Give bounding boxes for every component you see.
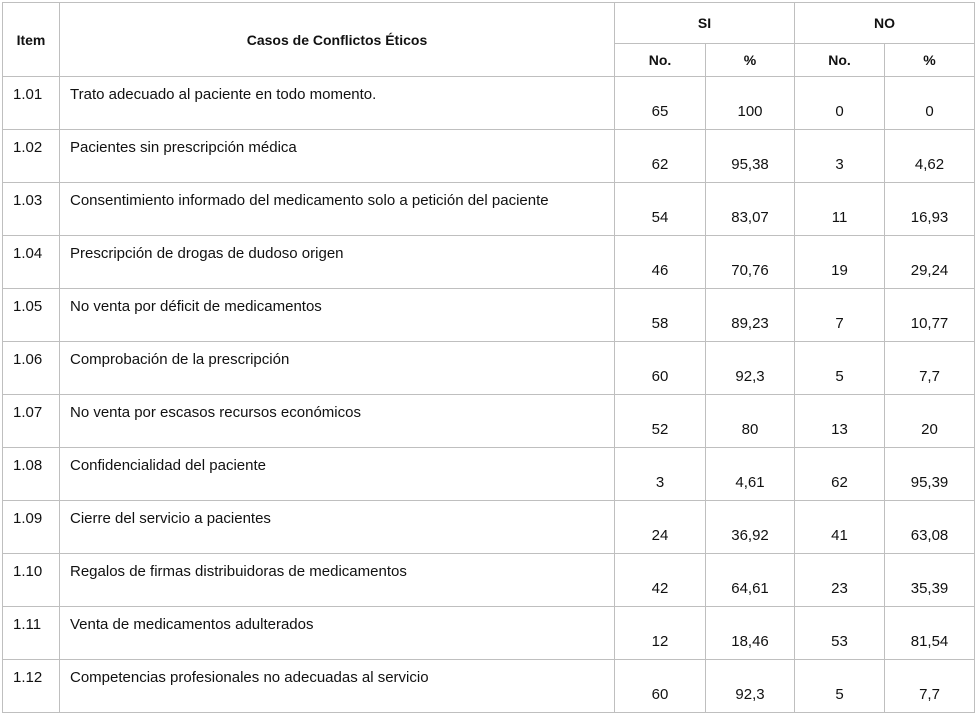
item-cell: 1.08	[3, 448, 60, 501]
caso-cell: Pacientes sin prescripción médica	[60, 130, 615, 183]
header-casos: Casos de Conflictos Éticos	[60, 3, 615, 77]
caso-cell: No venta por escasos recursos económicos	[60, 395, 615, 448]
item-cell: 1.02	[3, 130, 60, 183]
si-percent-cell: 80	[706, 395, 795, 448]
table-row	[3, 448, 975, 501]
no-count-cell: 41	[795, 501, 885, 554]
no-percent-cell: 0	[885, 77, 975, 130]
table-row	[3, 554, 975, 607]
item-cell: 1.04	[3, 236, 60, 289]
no-count-cell: 3	[795, 130, 885, 183]
header-si: SI	[615, 3, 795, 44]
no-percent-cell: 4,62	[885, 130, 975, 183]
subheader-si-count: No.	[615, 44, 706, 77]
si-count-cell: 62	[615, 130, 706, 183]
item-cell: 1.01	[3, 77, 60, 130]
conflicts-table	[2, 2, 975, 713]
no-count-cell: 62	[795, 448, 885, 501]
table-row	[3, 342, 975, 395]
item-cell: 1.05	[3, 289, 60, 342]
si-percent-cell: 64,61	[706, 554, 795, 607]
si-count-cell: 60	[615, 342, 706, 395]
no-percent-cell: 29,24	[885, 236, 975, 289]
caso-cell: Competencias profesionales no adecuadas al servicio	[60, 660, 615, 713]
si-count-cell: 54	[615, 183, 706, 236]
no-count-cell: 23	[795, 554, 885, 607]
si-count-cell: 60	[615, 660, 706, 713]
no-percent-cell: 63,08	[885, 501, 975, 554]
item-cell: 1.09	[3, 501, 60, 554]
si-percent-cell: 83,07	[706, 183, 795, 236]
no-count-cell: 5	[795, 342, 885, 395]
no-percent-cell: 16,93	[885, 183, 975, 236]
item-cell: 1.07	[3, 395, 60, 448]
si-count-cell: 42	[615, 554, 706, 607]
no-count-cell: 13	[795, 395, 885, 448]
si-count-cell: 46	[615, 236, 706, 289]
si-count-cell: 12	[615, 607, 706, 660]
item-cell: 1.11	[3, 607, 60, 660]
header-no: NO	[795, 3, 975, 44]
si-percent-cell: 100	[706, 77, 795, 130]
item-cell: 1.03	[3, 183, 60, 236]
table-row	[3, 395, 975, 448]
no-percent-cell: 10,77	[885, 289, 975, 342]
item-cell: 1.10	[3, 554, 60, 607]
table-row	[3, 130, 975, 183]
si-percent-cell: 4,61	[706, 448, 795, 501]
si-percent-cell: 18,46	[706, 607, 795, 660]
si-percent-cell: 92,3	[706, 342, 795, 395]
caso-cell: Venta de medicamentos adulterados	[60, 607, 615, 660]
no-count-cell: 19	[795, 236, 885, 289]
subheader-no-percent: %	[885, 44, 975, 77]
item-cell: 1.06	[3, 342, 60, 395]
caso-cell: Regalos de firmas distribuidoras de medicamentos	[60, 554, 615, 607]
table-row	[3, 501, 975, 554]
si-count-cell: 52	[615, 395, 706, 448]
si-count-cell: 58	[615, 289, 706, 342]
no-count-cell: 11	[795, 183, 885, 236]
si-count-cell: 3	[615, 448, 706, 501]
si-percent-cell: 70,76	[706, 236, 795, 289]
table-row	[3, 289, 975, 342]
caso-cell: Cierre del servicio a pacientes	[60, 501, 615, 554]
caso-cell: Prescripción de drogas de dudoso origen	[60, 236, 615, 289]
caso-cell: Comprobación de la prescripción	[60, 342, 615, 395]
table-row	[3, 607, 975, 660]
no-percent-cell: 7,7	[885, 342, 975, 395]
caso-cell: Consentimiento informado del medicamento solo a petición del paciente	[60, 183, 615, 236]
no-count-cell: 53	[795, 607, 885, 660]
no-percent-cell: 20	[885, 395, 975, 448]
si-percent-cell: 89,23	[706, 289, 795, 342]
caso-cell: No venta por déficit de medicamentos	[60, 289, 615, 342]
no-count-cell: 7	[795, 289, 885, 342]
no-percent-cell: 81,54	[885, 607, 975, 660]
caso-cell: Confidencialidad del paciente	[60, 448, 615, 501]
no-percent-cell: 95,39	[885, 448, 975, 501]
table-row	[3, 77, 975, 130]
table-row	[3, 660, 975, 713]
table-row	[3, 183, 975, 236]
item-cell: 1.12	[3, 660, 60, 713]
no-percent-cell: 7,7	[885, 660, 975, 713]
si-percent-cell: 92,3	[706, 660, 795, 713]
no-count-cell: 5	[795, 660, 885, 713]
no-percent-cell: 35,39	[885, 554, 975, 607]
subheader-no-count: No.	[795, 44, 885, 77]
no-count-cell: 0	[795, 77, 885, 130]
si-count-cell: 24	[615, 501, 706, 554]
si-percent-cell: 36,92	[706, 501, 795, 554]
header-item: Item	[3, 3, 60, 77]
subheader-si-percent: %	[706, 44, 795, 77]
caso-cell: Trato adecuado al paciente en todo momento.	[60, 77, 615, 130]
table-row	[3, 236, 975, 289]
si-count-cell: 65	[615, 77, 706, 130]
si-percent-cell: 95,38	[706, 130, 795, 183]
